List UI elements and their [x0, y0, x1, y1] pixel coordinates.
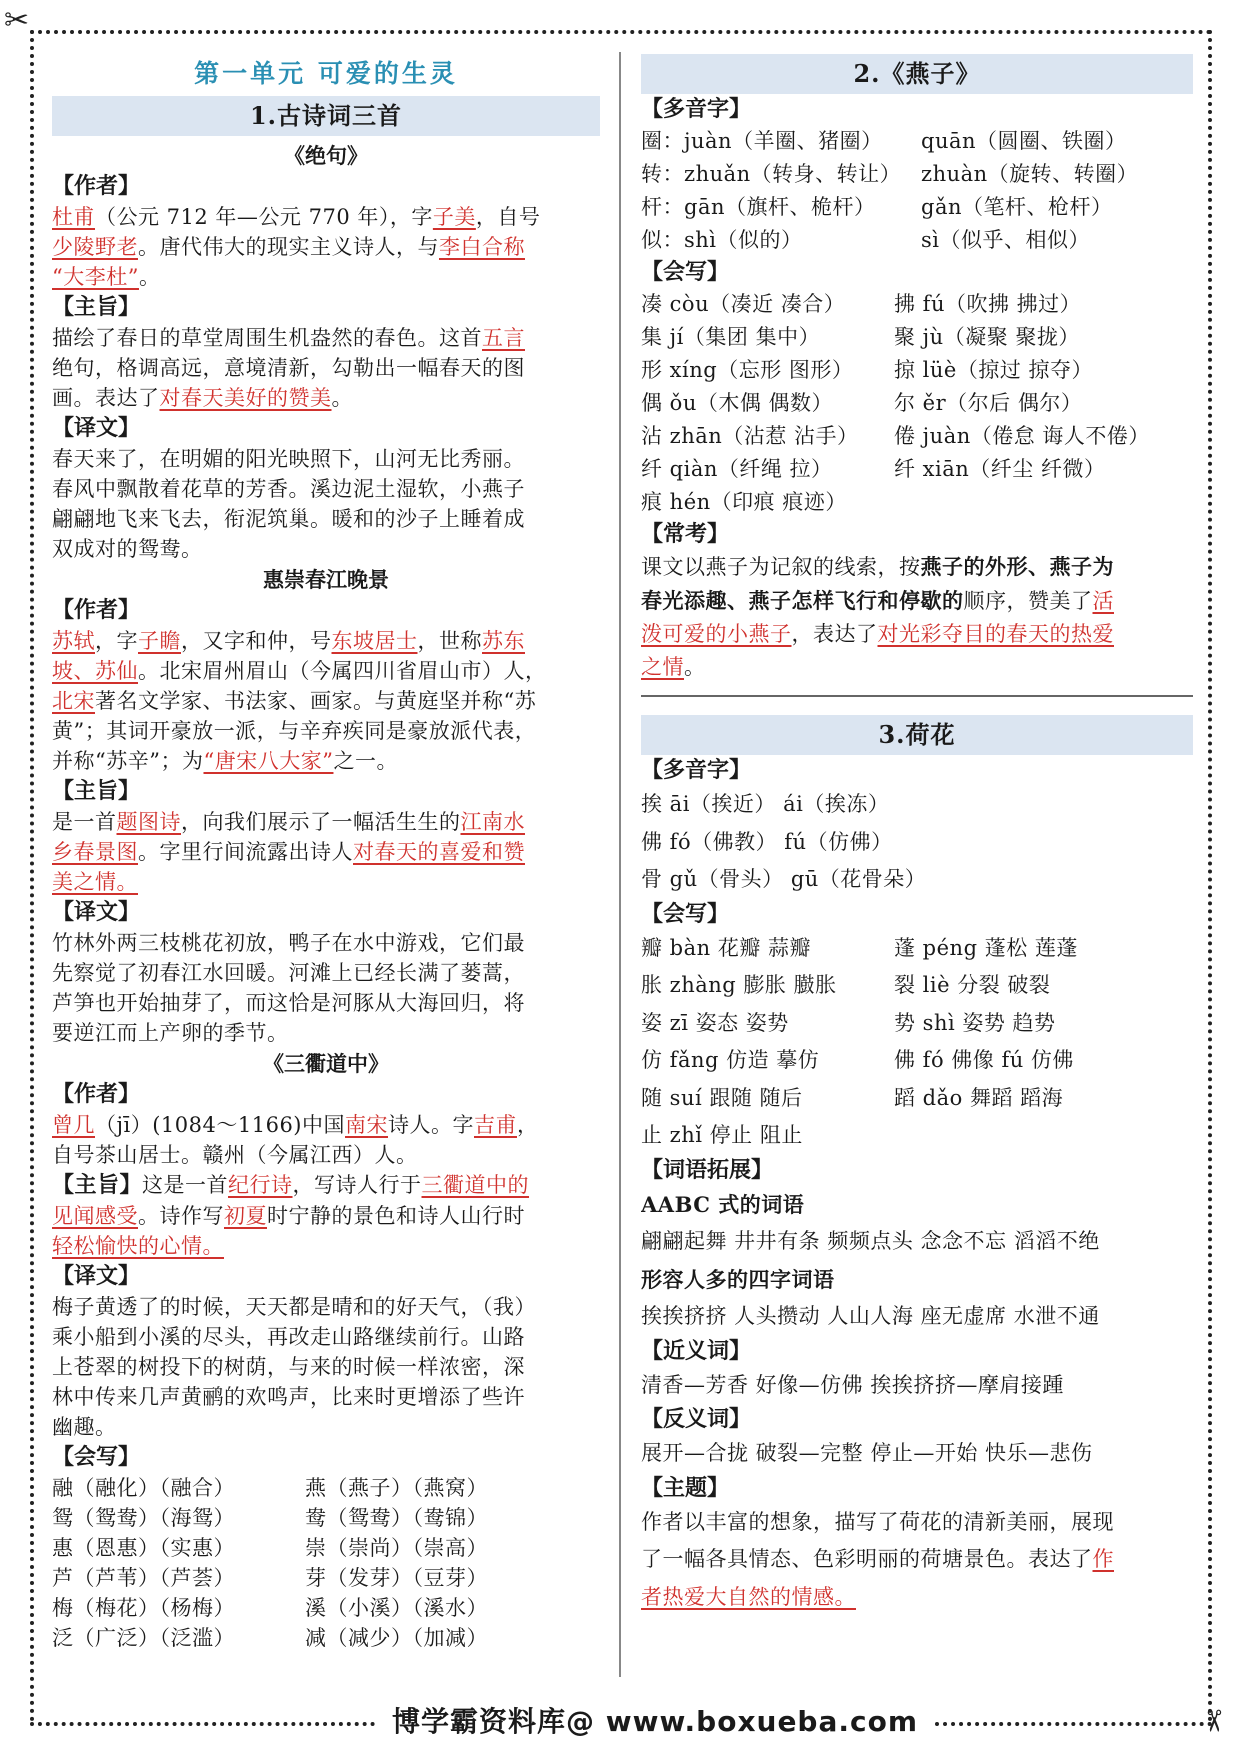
text-line: 描绘了春日的草堂周围生机盎然的春色。这首五言 [52, 326, 525, 350]
dotted-border-right [1208, 30, 1212, 1723]
polyphone-row: 佛 fó（佛教） fú（仿佛） [641, 829, 893, 854]
text-line: 幽趣。 [52, 1415, 117, 1439]
word-list: 翩翩起舞 井井有条 频频点头 念念不忘 滔滔不绝 [641, 1229, 1100, 1253]
word-row: 纤 qiàn（纤绳 拉） 纤 xiān（纤尘 纤微） [641, 457, 1106, 481]
section-heading: 【多音字】 [641, 758, 752, 783]
text-line: 苏轼，字子瞻，又字和仲，号东坡居士，世称苏东 [52, 629, 525, 653]
scissors-icon: ✂ [1195, 1708, 1231, 1734]
watermark-footer: 博学霸资料库@ www.boxueba.com [391, 1705, 919, 1738]
section-heading: 【会写】 [641, 260, 730, 285]
text-line: 作者以丰富的想象，描写了荷花的清新美丽，展现 [641, 1509, 1114, 1534]
left-column [52, 52, 600, 1653]
lesson-title-1: 1.古诗词三首 [52, 96, 600, 136]
word-list: 挨挨挤挤 人头攒动 人山人海 座无虚席 水泄不通 [641, 1304, 1100, 1328]
word-row: 胀 zhàng 膨胀 臌胀 裂 liè 分裂 破裂 [641, 973, 1051, 997]
word-row: 仿 fǎng 仿造 摹仿 佛 fó 佛像 fú 仿佛 [641, 1048, 1074, 1072]
dotted-border-left [30, 30, 34, 1723]
section-heading: 【译文】 [52, 416, 141, 441]
word-row: 痕 hén（印痕 痕迹） [641, 490, 847, 514]
word-list: 展开—合拢 破裂—完整 停止—开始 快乐—悲伤 [641, 1441, 1093, 1465]
word-row: 集 jí（集团 集中） 聚 jù（凝聚 聚拢） [641, 325, 1080, 349]
word-row: 凑 còu（凑近 凑合） 拂 fú（吹拂 拂过） [641, 292, 1082, 316]
text-line: 春光添趣、燕子怎样飞行和停歇的顺序，赞美了活 [641, 588, 1114, 613]
text-line: 之情。 [641, 655, 706, 679]
text-line: 杜甫（公元 712 年—公元 770 年），字子美，自号 [52, 205, 541, 229]
section-heading: 【主旨】 [52, 779, 141, 804]
word-list: 清香—芳香 好像—仿佛 挨挨挤挤—摩肩接踵 [641, 1372, 1064, 1397]
word-row: 沾 zhān（沾惹 沾手） 倦 juàn（倦怠 诲人不倦） [641, 424, 1150, 448]
poem-title: 《三衢道中》 [263, 1051, 389, 1076]
text-line: 轻松愉快的心情。 [52, 1234, 224, 1258]
sub-heading: AABC 式的词语 [641, 1191, 805, 1217]
text-line: 是一首题图诗，向我们展示了一幅活生生的江南水 [52, 810, 525, 834]
section-heading: 【会写】 [641, 901, 730, 927]
word-row: 鸳（鸳鸯）（海鸳） 鸯（鸳鸯）（鸯锦） [52, 1506, 488, 1530]
section-heading: 【主旨】 [52, 295, 141, 320]
scissors-icon: ✂ [4, 3, 30, 38]
word-row: 止 zhǐ 停止 阻止 [641, 1123, 803, 1147]
polyphone-row: 骨 gǔ（骨头） gū（花骨朵） [641, 867, 927, 891]
text-line: 芦笋也开始抽芽了，而这恰是河豚从大海回归，将 [52, 991, 525, 1015]
text-line: 春天来了，在明媚的阳光映照下，山河无比秀丽。 [52, 447, 525, 471]
word-row: 芦（芦苇）（芦荟） 芽（发芽）（豆芽） [52, 1566, 488, 1590]
lesson-title-2: 2.《燕子》 [641, 54, 1193, 94]
section-heading: 【词语拓展】 [641, 1157, 774, 1183]
text-line: 梅子黄透了的时候，天天都是晴和的好天气，（我） [52, 1295, 536, 1319]
text-line: 翩翩地飞来飞去，衔泥筑巢。暖和的沙子上睡着成 [52, 507, 525, 531]
lesson-title-3: 3.荷花 [641, 715, 1193, 755]
word-row: 偶 ǒu（木偶 偶数） 尔 ěr（尔后 偶尔） [641, 391, 1083, 415]
word-row: 随 suí 跟随 随后 蹈 dǎo 舞蹈 蹈海 [641, 1085, 1064, 1110]
text-line: 双成对的鸳鸯。 [52, 537, 203, 561]
polyphone-row: 杆：gān（旗杆、桅杆） gǎn（笔杆、枪杆） [641, 195, 1113, 219]
text-line: 要逆江而上产卵的季节。 [52, 1021, 289, 1045]
section-heading: 【会写】 [52, 1445, 141, 1470]
word-row: 姿 zī 姿态 姿势 势 shì 姿势 趋势 [641, 1010, 1056, 1035]
text-line: 坡、苏仙。北宋眉州眉山（今属四川省眉山市）人， [52, 659, 547, 683]
text-line: 泼可爱的小燕子，表达了对光彩夺目的春天的热爱 [641, 622, 1114, 646]
unit-title: 第一单元 可爱的生灵 [194, 59, 458, 88]
text-line: 竹林外两三枝桃花初放，鸭子在水中游戏，它们最 [52, 931, 525, 955]
polyphone-row: 挨 āi（挨近） ái（挨冻） [641, 792, 890, 816]
poem-title: 《绝句》 [284, 143, 368, 168]
section-heading: 【常考】 [641, 522, 730, 547]
word-row: 瓣 bàn 花瓣 蒜瓣 蓬 péng 蓬松 莲蓬 [641, 935, 1078, 960]
section-heading: 【译文】 [52, 900, 141, 925]
section-heading: 【近义词】 [641, 1338, 752, 1364]
text-line: 了一幅各具情态、色彩明丽的荷塘景色。表达了作 [641, 1547, 1114, 1571]
word-row: 惠（恩惠）（实惠） 崇（崇尚）（崇高） [52, 1536, 488, 1560]
word-row: 融（融化）（融合） 燕（燕子）（燕窝） [52, 1476, 488, 1500]
sub-heading: 形容人多的四字词语 [641, 1266, 835, 1292]
dotted-border-bottom-right [935, 1722, 1212, 1726]
text-line: 乡春景图。字里行间流露出诗人对春天的喜爱和赞 [52, 840, 525, 864]
text-line: 画。表达了对春天美好的赞美。 [52, 386, 353, 410]
text-line: 黄”；其词开豪放一派，与辛弃疾同是豪放派代表， [52, 719, 537, 743]
text-line: 北宋著名文学家、书法家、画家。与黄庭坚并称“苏 [52, 689, 537, 713]
section-heading: 【译文】 [52, 1264, 141, 1289]
text-line: 自号茶山居士。赣州（今属江西）人。 [52, 1143, 418, 1167]
section-divider [641, 695, 1193, 697]
dotted-border-bottom-left [30, 1722, 375, 1726]
text-line: 并称“苏辛”；为“唐宋八大家”之一。 [52, 749, 398, 773]
right-column [641, 52, 1193, 1616]
text-line: 少陵野老。唐代伟大的现实主义诗人，与李白合称 [52, 235, 525, 259]
poem-title: 惠崇春江晚景 [263, 567, 389, 592]
text-line: “大李杜”。 [52, 265, 161, 289]
text-line: 绝句，格调高远，意境清新，勾勒出一幅春天的图 [52, 356, 525, 380]
word-row: 泛（广泛）（泛滥） 减（减少）（加减） [52, 1626, 488, 1650]
dotted-border-top [30, 30, 1212, 34]
text-line: 春风中飘散着花草的芳香。溪边泥土湿软，小燕子 [52, 477, 525, 501]
text-line: 乘小船到小溪的尽头，再改走山路继续前行。山路 [52, 1325, 525, 1349]
word-row: 形 xíng（忘形 图形） 掠 lüè（掠过 掠夺） [641, 358, 1094, 382]
column-divider [619, 52, 621, 1677]
text-line: 先察觉了初春江水回暖。河滩上已经长满了蒌蒿， [52, 961, 525, 985]
section-heading: 【主题】 [641, 1475, 730, 1501]
word-row: 梅（梅花）（杨梅） 溪（小溪）（溪水） [52, 1596, 488, 1620]
text-line: 【主旨】这是一首纪行诗，写诗人行于三衢道中的 [52, 1173, 530, 1198]
text-line: 林中传来几声黄鹂的欢鸣声，比来时更增添了些许 [52, 1385, 525, 1409]
section-heading: 【作者】 [52, 1082, 141, 1107]
section-heading: 【反义词】 [641, 1407, 752, 1432]
section-heading: 【多音字】 [641, 97, 752, 122]
text-line: 课文以燕子为记叙的线索，按燕子的外形、燕子为 [641, 554, 1114, 579]
section-heading: 【作者】 [52, 174, 141, 199]
polyphone-row: 转：zhuǎn（转身、转让） zhuàn（旋转、转圈） [641, 162, 1139, 186]
text-line: 上苍翠的树投下的树荫，与来的时候一样浓密，深 [52, 1355, 525, 1379]
text-line: 者热爱大自然的情感。 [641, 1584, 856, 1609]
polyphone-row: 圈：juàn（羊圈、猪圈） quān（圆圈、铁圈） [641, 129, 1127, 153]
text-line: 曾几（jī）(1084～1166)中国南宋诗人。字吉甫， [52, 1113, 539, 1137]
text-line: 美之情。 [52, 870, 138, 894]
polyphone-row: 似：shì（似的） sì（似乎、相似） [641, 228, 1090, 252]
section-heading: 【作者】 [52, 598, 141, 623]
text-line: 见闻感受。诗作写初夏时宁静的景色和诗人山行时 [52, 1204, 525, 1228]
